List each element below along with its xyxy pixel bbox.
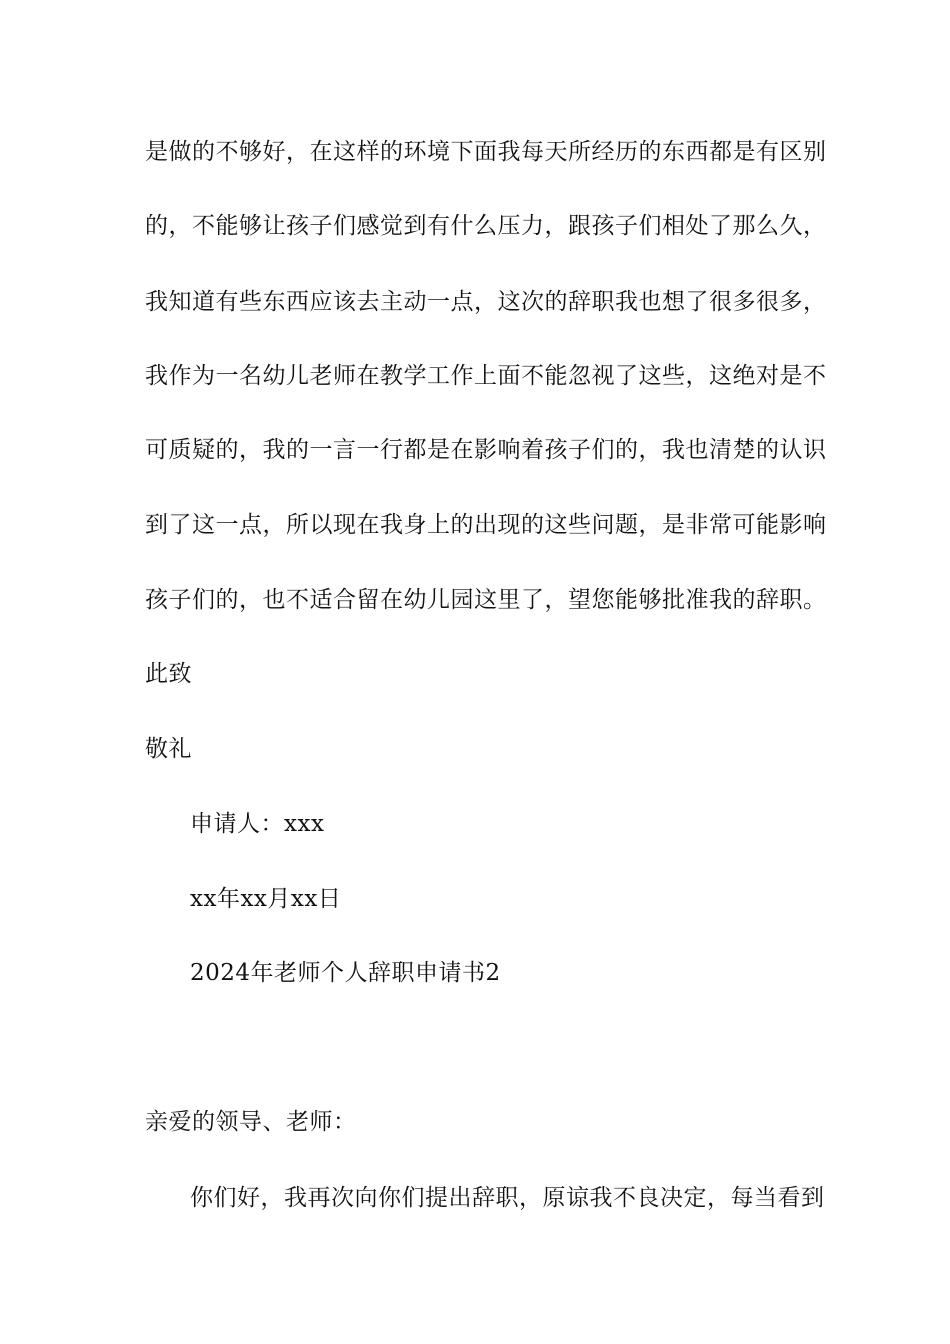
paragraph-line-1: 是做的不够好，在这样的环境下面我每天所经历的东西都是有区别 [145, 139, 827, 165]
closing-regards: 敬礼 [145, 736, 192, 762]
opening-line: 你们好，我再次向你们提出辞职，原谅我不良决定，每当看到 [190, 1185, 825, 1211]
date-line: xx年xx月xx日 [190, 886, 342, 912]
paragraph-line-4: 我作为一名幼儿老师在教学工作上面不能忽视了这些，这绝对是不 [145, 363, 827, 389]
paragraph-line-6: 到了这一点，所以现在我身上的出现的这些问题，是非常可能影响 [145, 512, 827, 538]
paragraph-line-7: 孩子们的，也不适合留在幼儿园这里了，望您能够批准我的辞职。 [145, 587, 827, 613]
paragraph-line-5: 可质疑的，我的一言一行都是在影响着孩子们的，我也清楚的认识 [145, 437, 827, 463]
paragraph-line-2: 的，不能够让孩子们感觉到有什么压力，跟孩子们相处了那么久， [145, 213, 827, 239]
closing-salutation: 此致 [145, 661, 192, 687]
section-title: 2024年老师个人辞职申请书2 [190, 960, 501, 986]
applicant-line: 申请人：xxx [190, 811, 325, 837]
paragraph-line-3: 我知道有些东西应该去主动一点，这次的辞职我也想了很多很多， [145, 289, 827, 315]
greeting-line: 亲爱的领导、老师： [145, 1109, 357, 1135]
